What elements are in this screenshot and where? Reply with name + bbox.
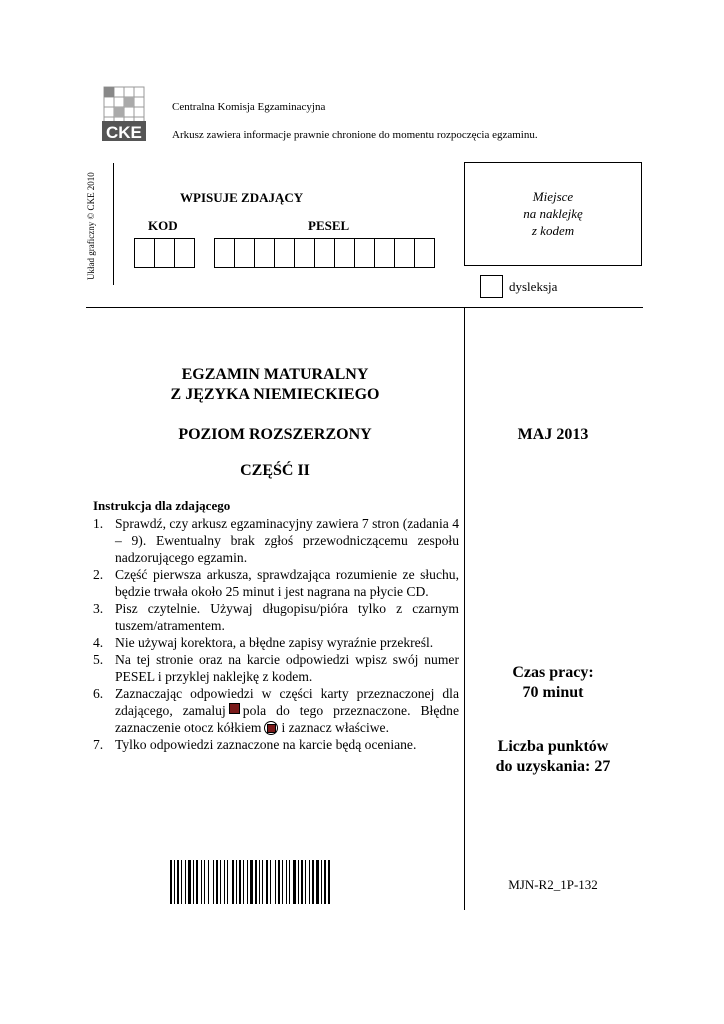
candidate-heading: WPISUJE ZDAJĄCY xyxy=(180,190,304,205)
instruction-item: 5. Na tej stronie oraz na karcie odpowiedzi wpisz swój numer PESEL i przyklej naklejkę z kodem. xyxy=(93,652,459,684)
pesel-box[interactable] xyxy=(254,238,275,268)
pesel-box[interactable] xyxy=(314,238,335,268)
time-value: 70 minut xyxy=(522,684,584,701)
sticker-line2: na naklejkę xyxy=(523,206,583,221)
kod-box[interactable] xyxy=(174,238,195,268)
dyslexia-label: dysleksja xyxy=(509,279,558,294)
institution-name: Centralna Komisja Egzaminacyjna xyxy=(172,101,326,113)
pesel-box[interactable] xyxy=(214,238,235,268)
barcode xyxy=(170,860,378,904)
pesel-box[interactable] xyxy=(234,238,255,268)
pesel-box[interactable] xyxy=(374,238,395,268)
pesel-boxes[interactable] xyxy=(215,238,435,268)
pesel-label: PESEL xyxy=(308,218,350,233)
column-divider xyxy=(464,308,465,910)
cke-logo xyxy=(100,85,148,143)
instruction-item: 4. Nie używaj korektora, a błędne zapisy wyraźnie przekreśl. xyxy=(93,635,434,650)
kod-label: KOD xyxy=(148,218,178,233)
circled-square-icon xyxy=(264,721,278,735)
filled-square-icon xyxy=(229,703,240,714)
points-line1: Liczba punktów xyxy=(497,738,609,755)
time-label: Czas pracy: xyxy=(512,664,594,681)
kod-box[interactable] xyxy=(134,238,155,268)
kod-box[interactable] xyxy=(154,238,175,268)
instruction-item: 7. Tylko odpowiedzi zaznaczone na karcie będą oceniane. xyxy=(93,737,417,752)
exam-title: EGZAMIN MATURALNY xyxy=(181,366,369,383)
top-divider xyxy=(86,307,643,308)
logo-text: CKE xyxy=(106,123,142,142)
instruction-item: 3. Pisz czytelnie. Używaj długopisu/pióra tylko z czarnym tuszem/atramentem. xyxy=(93,601,459,633)
pesel-box[interactable] xyxy=(294,238,315,268)
pesel-box[interactable] xyxy=(334,238,355,268)
instruction-item: 2. Część pierwsza arkusza, sprawdzająca rozumienie ze słuchu, będzie trwała około 25 minut i jest nagrana na płycie CD. xyxy=(93,567,459,599)
sticker-line3: z kodem xyxy=(531,223,575,238)
sticker-line1: Miejsce xyxy=(532,189,574,204)
pesel-box[interactable] xyxy=(394,238,415,268)
instruction-item: 1. Sprawdź, czy arkusz egzaminacyjny zawiera 7 stron (zadania 4 – 9). Ewentualny brak zgłoś przewodniczącemu zespołu nadzorującego egzamin. xyxy=(93,516,459,565)
kod-boxes[interactable] xyxy=(135,238,195,268)
points-line2: do uzyskania: 27 xyxy=(495,758,611,775)
copyright-side-text: Układ graficzny © CKE 2010 xyxy=(86,172,96,280)
exam-level: POZIOM ROZSZERZONY xyxy=(178,426,372,443)
side-divider xyxy=(113,163,114,285)
instructions-list xyxy=(93,515,459,753)
pesel-box[interactable] xyxy=(414,238,435,268)
exam-part: CZĘŚĆ II xyxy=(240,462,310,479)
dyslexia-checkbox[interactable] xyxy=(480,275,503,298)
sticker-placeholder xyxy=(464,162,642,266)
sheet-code: MJN-R2_1P-132 xyxy=(508,877,598,892)
exam-date: MAJ 2013 xyxy=(517,426,589,443)
protection-notice: Arkusz zawiera informacje prawnie chronione do momentu rozpoczęcia egzaminu. xyxy=(172,129,538,141)
exam-subject: Z JĘZYKA NIEMIECKIEGO xyxy=(170,386,380,403)
instructions-heading: Instrukcja dla zdającego xyxy=(93,498,231,513)
pesel-box[interactable] xyxy=(354,238,375,268)
instruction-item: 6. Zaznaczając odpowiedzi w części karty przeznaczonej dla zdającego, zamaluj pola do tego przeznaczone. Błędne zaznaczenie otocz kółkiem i zaznacz właściwe. xyxy=(93,686,459,735)
pesel-box[interactable] xyxy=(274,238,295,268)
